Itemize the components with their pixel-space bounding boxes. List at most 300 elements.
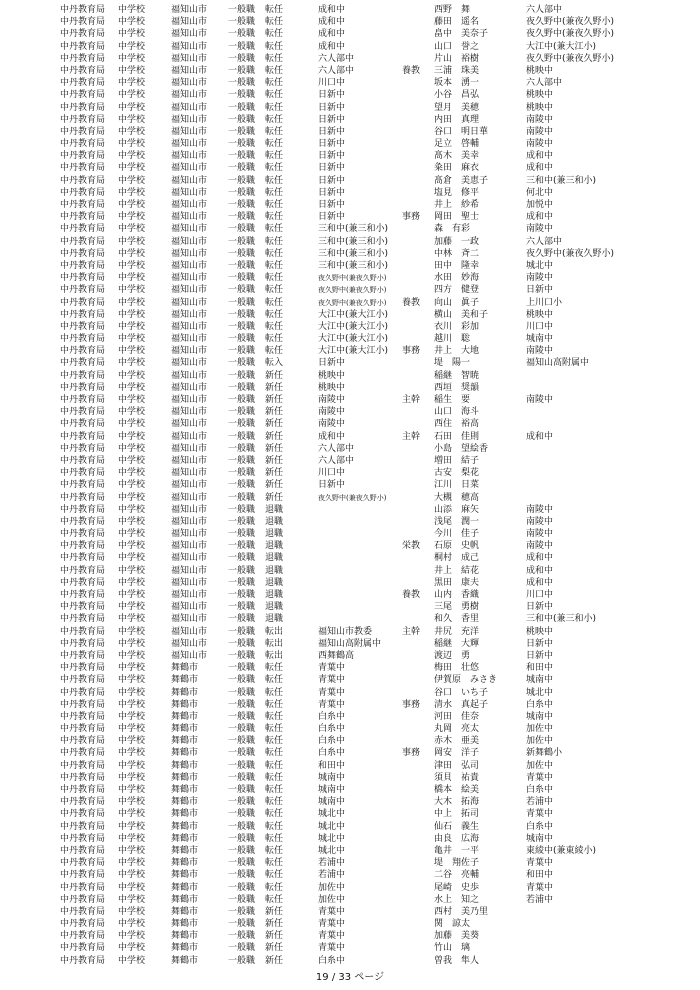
action-cell: 新任 bbox=[265, 468, 284, 479]
table-row bbox=[60, 236, 700, 248]
office-cell: 中丹教育局 bbox=[60, 382, 106, 393]
person-name-cell: 石田 佳則 bbox=[434, 431, 480, 442]
job-type-cell: 一般職 bbox=[228, 126, 256, 137]
previous-school-cell: 南陵中 bbox=[526, 395, 554, 405]
action-cell: 退職 bbox=[265, 614, 284, 625]
job-type-cell: 一般職 bbox=[228, 151, 256, 162]
table-row bbox=[60, 504, 700, 516]
office-cell: 中丹教育局 bbox=[60, 504, 106, 515]
table-row bbox=[60, 162, 700, 174]
office-cell: 中丹教育局 bbox=[60, 139, 106, 150]
city-cell: 舞鶴市 bbox=[171, 894, 199, 905]
action-cell: 新任 bbox=[265, 931, 284, 942]
school-cell: 日新中 bbox=[318, 175, 346, 186]
previous-school-cell: 夜久野中(兼夜久野小) bbox=[526, 17, 615, 28]
office-cell: 中丹教育局 bbox=[60, 200, 106, 210]
school-type-cell: 中学校 bbox=[118, 675, 146, 686]
job-type-cell: 一般職 bbox=[228, 102, 256, 113]
person-name-cell: 関 諒太 bbox=[434, 919, 471, 930]
personnel-table bbox=[60, 4, 700, 967]
table-row bbox=[60, 357, 700, 369]
city-cell: 舞鶴市 bbox=[171, 906, 199, 917]
table-row bbox=[60, 89, 700, 101]
table-row bbox=[60, 894, 700, 906]
previous-school-cell: 六人部中 bbox=[526, 78, 563, 89]
action-cell: 新任 bbox=[265, 919, 284, 930]
school-type-cell: 中学校 bbox=[118, 297, 146, 308]
school-cell: 南陵中 bbox=[318, 407, 346, 418]
school-cell: 若浦中 bbox=[318, 870, 346, 881]
city-cell: 福知山市 bbox=[171, 553, 208, 564]
action-cell: 転任 bbox=[265, 663, 284, 674]
action-cell: 退職 bbox=[265, 504, 284, 515]
action-cell: 転任 bbox=[265, 260, 284, 271]
school-cell: 日新中 bbox=[318, 90, 346, 101]
job-type-cell: 一般職 bbox=[228, 736, 256, 747]
table-row bbox=[60, 760, 700, 772]
job-type-cell: 一般職 bbox=[228, 248, 256, 259]
table-row bbox=[60, 674, 700, 686]
person-name-cell: 畠中 美奈子 bbox=[434, 29, 489, 40]
action-cell: 新任 bbox=[265, 443, 284, 454]
office-cell: 中丹教育局 bbox=[60, 321, 106, 332]
table-row bbox=[60, 882, 700, 894]
office-cell: 中丹教育局 bbox=[60, 187, 106, 198]
school-type-cell: 中学校 bbox=[118, 139, 146, 150]
city-cell: 福知山市 bbox=[171, 614, 208, 625]
school-type-cell: 中学校 bbox=[118, 821, 146, 832]
action-cell: 新任 bbox=[265, 395, 284, 405]
person-name-cell: 岡田 聖士 bbox=[434, 212, 480, 223]
action-cell: 転任 bbox=[265, 321, 284, 332]
city-cell: 舞鶴市 bbox=[171, 772, 199, 783]
job-type-cell: 一般職 bbox=[228, 760, 256, 771]
table-row bbox=[60, 784, 700, 796]
previous-school-cell: 夜久野中(兼夜久野小) bbox=[526, 248, 615, 259]
person-name-cell: 石原 史帆 bbox=[434, 541, 480, 552]
table-row bbox=[60, 918, 700, 930]
city-cell: 福知山市 bbox=[171, 236, 208, 247]
city-cell: 福知山市 bbox=[171, 468, 208, 479]
school-cell: 三和中(兼三和小) bbox=[318, 260, 389, 271]
city-cell: 福知山市 bbox=[171, 455, 208, 466]
previous-school-cell: 城北中 bbox=[526, 687, 554, 698]
previous-school-cell: 東綾中(兼東綾小) bbox=[526, 845, 597, 856]
office-cell: 中丹教育局 bbox=[60, 663, 106, 674]
job-type-cell: 一般職 bbox=[228, 602, 256, 613]
previous-school-cell: 日新中 bbox=[526, 285, 554, 296]
school-cell: 成和中 bbox=[318, 17, 346, 28]
person-name-cell: 稲生 要 bbox=[434, 395, 471, 405]
city-cell: 福知山市 bbox=[171, 200, 208, 210]
previous-school-cell: 大江中(兼大江小) bbox=[526, 41, 597, 52]
action-cell: 転任 bbox=[265, 17, 284, 28]
job-type-cell: 一般職 bbox=[228, 577, 256, 588]
previous-school-cell: 青葉中 bbox=[526, 772, 554, 783]
city-cell: 福知山市 bbox=[171, 53, 208, 64]
job-type-cell: 一般職 bbox=[228, 175, 256, 186]
person-name-cell: 津田 弘司 bbox=[434, 760, 480, 771]
office-cell: 中丹教育局 bbox=[60, 163, 106, 174]
school-cell: 白糸中 bbox=[318, 748, 346, 759]
city-cell: 福知山市 bbox=[171, 565, 208, 576]
person-name-cell: 江川 日菜 bbox=[434, 480, 480, 491]
school-type-cell: 中学校 bbox=[118, 894, 146, 905]
person-name-cell: 黒田 康夫 bbox=[434, 577, 480, 588]
table-row bbox=[60, 735, 700, 747]
office-cell: 中丹教育局 bbox=[60, 577, 106, 588]
table-row bbox=[60, 833, 700, 845]
office-cell: 中丹教育局 bbox=[60, 931, 106, 942]
person-name-cell: 髙木 美幸 bbox=[434, 151, 480, 162]
city-cell: 福知山市 bbox=[171, 126, 208, 137]
city-cell: 舞鶴市 bbox=[171, 675, 199, 686]
office-cell: 中丹教育局 bbox=[60, 126, 106, 137]
table-row bbox=[60, 699, 700, 711]
previous-school-cell: 南陵中 bbox=[526, 224, 554, 235]
person-name-cell: 橋本 絵美 bbox=[434, 785, 480, 795]
school-cell: 夜久野中(兼夜久野小) bbox=[318, 298, 387, 307]
job-type-cell: 一般職 bbox=[228, 870, 256, 881]
job-type-cell: 一般職 bbox=[228, 273, 256, 284]
table-row bbox=[60, 955, 700, 967]
person-name-cell: 山内 香織 bbox=[434, 590, 480, 600]
person-name-cell: 西野 舞 bbox=[434, 5, 471, 15]
table-row bbox=[60, 528, 700, 540]
office-cell: 中丹教育局 bbox=[60, 114, 106, 125]
previous-school-cell: 南陵中 bbox=[526, 114, 554, 125]
action-cell: 新任 bbox=[265, 419, 284, 430]
school-type-cell: 中学校 bbox=[118, 931, 146, 942]
school-cell: 白糸中 bbox=[318, 724, 346, 735]
city-cell: 福知山市 bbox=[171, 139, 208, 150]
city-cell: 福知山市 bbox=[171, 626, 208, 637]
school-type-cell: 中学校 bbox=[118, 224, 146, 235]
job-type-cell: 一般職 bbox=[228, 687, 256, 698]
person-name-cell: 藤田 遥名 bbox=[434, 17, 480, 28]
office-cell: 中丹教育局 bbox=[60, 711, 106, 722]
office-cell: 中丹教育局 bbox=[60, 17, 106, 28]
school-type-cell: 中学校 bbox=[118, 553, 146, 564]
person-name-cell: 曽我 隼人 bbox=[434, 955, 480, 966]
table-row bbox=[60, 77, 700, 89]
previous-school-cell: 川口中 bbox=[526, 321, 554, 332]
city-cell: 福知山市 bbox=[171, 382, 208, 393]
previous-school-cell: 白糸中 bbox=[526, 821, 554, 832]
previous-school-cell: 城南中 bbox=[526, 833, 554, 844]
previous-school-cell: 何北中 bbox=[526, 187, 554, 198]
job-type-cell: 一般職 bbox=[228, 821, 256, 832]
person-name-cell: 向山 眞子 bbox=[434, 297, 480, 308]
person-name-cell: 谷口 いち子 bbox=[434, 687, 489, 698]
school-cell: 白糸中 bbox=[318, 955, 346, 966]
job-type-cell: 一般職 bbox=[228, 711, 256, 722]
table-row bbox=[60, 260, 700, 272]
office-cell: 中丹教育局 bbox=[60, 529, 106, 540]
city-cell: 舞鶴市 bbox=[171, 760, 199, 771]
table-row bbox=[60, 114, 700, 126]
action-cell: 転任 bbox=[265, 882, 284, 893]
action-cell: 退職 bbox=[265, 553, 284, 564]
person-name-cell: 竹山 璃 bbox=[434, 943, 471, 954]
school-cell: 青葉中 bbox=[318, 906, 346, 917]
city-cell: 福知山市 bbox=[171, 297, 208, 308]
school-cell: 青葉中 bbox=[318, 919, 346, 930]
table-row bbox=[60, 747, 700, 759]
city-cell: 福知山市 bbox=[171, 309, 208, 320]
school-cell: 日新中 bbox=[318, 187, 346, 198]
table-row bbox=[60, 650, 700, 662]
office-cell: 中丹教育局 bbox=[60, 797, 106, 808]
table-row bbox=[60, 906, 700, 918]
job-type-cell: 一般職 bbox=[228, 382, 256, 393]
office-cell: 中丹教育局 bbox=[60, 334, 106, 345]
table-row bbox=[60, 845, 700, 857]
table-row bbox=[60, 126, 700, 138]
school-cell: 日新中 bbox=[318, 126, 346, 137]
school-cell: 大江中(兼大江小) bbox=[318, 309, 389, 320]
previous-school-cell: 南陵中 bbox=[526, 346, 554, 357]
person-name-cell: 小島 望絵香 bbox=[434, 443, 489, 454]
school-type-cell: 中学校 bbox=[118, 577, 146, 588]
school-type-cell: 中学校 bbox=[118, 17, 146, 28]
school-cell: 福知山高附属中 bbox=[318, 638, 382, 649]
office-cell: 中丹教育局 bbox=[60, 614, 106, 625]
person-name-cell: 伊賀原 みさき bbox=[434, 675, 498, 686]
school-cell: 城南中 bbox=[318, 772, 346, 783]
city-cell: 福知山市 bbox=[171, 90, 208, 101]
city-cell: 舞鶴市 bbox=[171, 785, 199, 795]
table-row bbox=[60, 406, 700, 418]
position-cell: 事務 bbox=[402, 699, 421, 710]
table-row bbox=[60, 175, 700, 187]
job-type-cell: 一般職 bbox=[228, 236, 256, 247]
action-cell: 転任 bbox=[265, 224, 284, 235]
city-cell: 福知山市 bbox=[171, 78, 208, 89]
previous-school-cell: 桃映中 bbox=[526, 65, 554, 76]
table-row bbox=[60, 638, 700, 650]
action-cell: 転任 bbox=[265, 273, 284, 284]
city-cell: 福知山市 bbox=[171, 5, 208, 15]
job-type-cell: 一般職 bbox=[228, 943, 256, 954]
person-name-cell: 坂本 湧一 bbox=[434, 78, 480, 89]
city-cell: 舞鶴市 bbox=[171, 809, 199, 820]
office-cell: 中丹教育局 bbox=[60, 285, 106, 296]
previous-school-cell: 六人部中 bbox=[526, 236, 563, 247]
person-name-cell: 谷口 明日華 bbox=[434, 126, 489, 137]
job-type-cell: 一般職 bbox=[228, 321, 256, 332]
table-row bbox=[60, 492, 700, 504]
job-type-cell: 一般職 bbox=[228, 529, 256, 540]
school-cell: 六人部中 bbox=[318, 455, 355, 466]
job-type-cell: 一般職 bbox=[228, 285, 256, 296]
school-type-cell: 中学校 bbox=[118, 163, 146, 174]
school-cell: 日新中 bbox=[318, 102, 346, 113]
city-cell: 舞鶴市 bbox=[171, 870, 199, 881]
office-cell: 中丹教育局 bbox=[60, 358, 106, 369]
office-cell: 中丹教育局 bbox=[60, 53, 106, 64]
school-type-cell: 中学校 bbox=[118, 334, 146, 345]
previous-school-cell: 若浦中 bbox=[526, 797, 554, 808]
action-cell: 転任 bbox=[265, 711, 284, 722]
job-type-cell: 一般職 bbox=[228, 455, 256, 466]
office-cell: 中丹教育局 bbox=[60, 273, 106, 284]
city-cell: 福知山市 bbox=[171, 65, 208, 76]
office-cell: 中丹教育局 bbox=[60, 858, 106, 869]
office-cell: 中丹教育局 bbox=[60, 699, 106, 710]
position-cell: 養教 bbox=[402, 65, 421, 76]
office-cell: 中丹教育局 bbox=[60, 248, 106, 259]
previous-school-cell: 城南中 bbox=[526, 675, 554, 686]
job-type-cell: 一般職 bbox=[228, 17, 256, 28]
job-type-cell: 一般職 bbox=[228, 541, 256, 552]
school-cell: 青葉中 bbox=[318, 663, 346, 674]
previous-school-cell: 夜久野中(兼夜久野小) bbox=[526, 29, 615, 40]
table-row bbox=[60, 857, 700, 869]
job-type-cell: 一般職 bbox=[228, 675, 256, 686]
table-row bbox=[60, 333, 700, 345]
office-cell: 中丹教育局 bbox=[60, 809, 106, 820]
office-cell: 中丹教育局 bbox=[60, 151, 106, 162]
person-name-cell: 由良 広海 bbox=[434, 833, 480, 844]
office-cell: 中丹教育局 bbox=[60, 833, 106, 844]
school-type-cell: 中学校 bbox=[118, 78, 146, 89]
school-type-cell: 中学校 bbox=[118, 809, 146, 820]
job-type-cell: 一般職 bbox=[228, 785, 256, 795]
city-cell: 舞鶴市 bbox=[171, 858, 199, 869]
previous-school-cell: 成和中 bbox=[526, 431, 554, 442]
person-name-cell: 二谷 亮輔 bbox=[434, 870, 480, 881]
table-row bbox=[60, 418, 700, 430]
person-name-cell: 須貝 祐貴 bbox=[434, 772, 480, 783]
job-type-cell: 一般職 bbox=[228, 443, 256, 454]
city-cell: 福知山市 bbox=[171, 419, 208, 430]
person-name-cell: 森 有彩 bbox=[434, 224, 471, 235]
person-name-cell: 大槻 穂高 bbox=[434, 492, 480, 503]
office-cell: 中丹教育局 bbox=[60, 212, 106, 223]
job-type-cell: 一般職 bbox=[228, 858, 256, 869]
city-cell: 福知山市 bbox=[171, 41, 208, 52]
action-cell: 転任 bbox=[265, 334, 284, 345]
position-cell: 主幹 bbox=[402, 626, 421, 637]
action-cell: 転任 bbox=[265, 675, 284, 686]
school-cell: 加佐中 bbox=[318, 882, 346, 893]
city-cell: 福知山市 bbox=[171, 431, 208, 442]
job-type-cell: 一般職 bbox=[228, 90, 256, 101]
job-type-cell: 一般職 bbox=[228, 200, 256, 210]
job-type-cell: 一般職 bbox=[228, 431, 256, 442]
office-cell: 中丹教育局 bbox=[60, 224, 106, 235]
action-cell: 転任 bbox=[265, 200, 284, 210]
office-cell: 中丹教育局 bbox=[60, 772, 106, 783]
office-cell: 中丹教育局 bbox=[60, 870, 106, 881]
office-cell: 中丹教育局 bbox=[60, 760, 106, 771]
job-type-cell: 一般職 bbox=[228, 955, 256, 966]
office-cell: 中丹教育局 bbox=[60, 650, 106, 661]
school-cell: 加佐中 bbox=[318, 894, 346, 905]
job-type-cell: 一般職 bbox=[228, 516, 256, 527]
previous-school-cell: 青葉中 bbox=[526, 882, 554, 893]
school-cell: 六人部中 bbox=[318, 443, 355, 454]
job-type-cell: 一般職 bbox=[228, 504, 256, 515]
school-type-cell: 中学校 bbox=[118, 724, 146, 735]
school-type-cell: 中学校 bbox=[118, 760, 146, 771]
table-row bbox=[60, 772, 700, 784]
job-type-cell: 一般職 bbox=[228, 699, 256, 710]
table-row bbox=[60, 211, 700, 223]
previous-school-cell: 福知山高附属中 bbox=[526, 358, 590, 369]
action-cell: 新任 bbox=[265, 431, 284, 442]
previous-school-cell: 日新中 bbox=[526, 638, 554, 649]
table-row bbox=[60, 150, 700, 162]
person-name-cell: 仙石 義生 bbox=[434, 821, 480, 832]
school-cell: 白糸中 bbox=[318, 736, 346, 747]
school-type-cell: 中学校 bbox=[118, 309, 146, 320]
action-cell: 退職 bbox=[265, 602, 284, 613]
job-type-cell: 一般職 bbox=[228, 724, 256, 735]
school-cell: 大江中(兼大江小) bbox=[318, 346, 389, 357]
city-cell: 福知山市 bbox=[171, 370, 208, 381]
job-type-cell: 一般職 bbox=[228, 590, 256, 600]
school-type-cell: 中学校 bbox=[118, 358, 146, 369]
school-cell: 青葉中 bbox=[318, 931, 346, 942]
previous-school-cell: 成和中 bbox=[526, 163, 554, 174]
table-row bbox=[60, 723, 700, 735]
school-type-cell: 中学校 bbox=[118, 5, 146, 15]
previous-school-cell: 三和中(兼三和小) bbox=[526, 175, 597, 186]
table-row bbox=[60, 613, 700, 625]
school-type-cell: 中学校 bbox=[118, 748, 146, 759]
job-type-cell: 一般職 bbox=[228, 553, 256, 564]
previous-school-cell: 白糸中 bbox=[526, 785, 554, 795]
person-name-cell: 小谷 昌弘 bbox=[434, 90, 480, 101]
city-cell: 福知山市 bbox=[171, 443, 208, 454]
job-type-cell: 一般職 bbox=[228, 882, 256, 893]
school-type-cell: 中学校 bbox=[118, 772, 146, 783]
previous-school-cell: 成和中 bbox=[526, 553, 554, 564]
job-type-cell: 一般職 bbox=[228, 309, 256, 320]
city-cell: 舞鶴市 bbox=[171, 687, 199, 698]
person-name-cell: 岡安 洋子 bbox=[434, 748, 480, 759]
action-cell: 転任 bbox=[265, 126, 284, 137]
school-type-cell: 中学校 bbox=[118, 468, 146, 479]
action-cell: 転任 bbox=[265, 894, 284, 905]
city-cell: 舞鶴市 bbox=[171, 821, 199, 832]
city-cell: 舞鶴市 bbox=[171, 919, 199, 930]
office-cell: 中丹教育局 bbox=[60, 468, 106, 479]
person-name-cell: 三浦 珠美 bbox=[434, 65, 480, 76]
school-type-cell: 中学校 bbox=[118, 395, 146, 405]
office-cell: 中丹教育局 bbox=[60, 516, 106, 527]
action-cell: 転任 bbox=[265, 151, 284, 162]
person-name-cell: 井上 紗希 bbox=[434, 200, 480, 210]
table-row bbox=[60, 443, 700, 455]
action-cell: 転任 bbox=[265, 833, 284, 844]
office-cell: 中丹教育局 bbox=[60, 638, 106, 649]
table-row bbox=[60, 479, 700, 491]
action-cell: 転任 bbox=[265, 809, 284, 820]
city-cell: 福知山市 bbox=[171, 187, 208, 198]
job-type-cell: 一般職 bbox=[228, 358, 256, 369]
school-cell: 日新中 bbox=[318, 200, 346, 210]
job-type-cell: 一般職 bbox=[228, 638, 256, 649]
job-type-cell: 一般職 bbox=[228, 626, 256, 637]
school-type-cell: 中学校 bbox=[118, 431, 146, 442]
table-row bbox=[60, 4, 700, 16]
school-type-cell: 中学校 bbox=[118, 736, 146, 747]
office-cell: 中丹教育局 bbox=[60, 236, 106, 247]
previous-school-cell: 青葉中 bbox=[526, 858, 554, 869]
